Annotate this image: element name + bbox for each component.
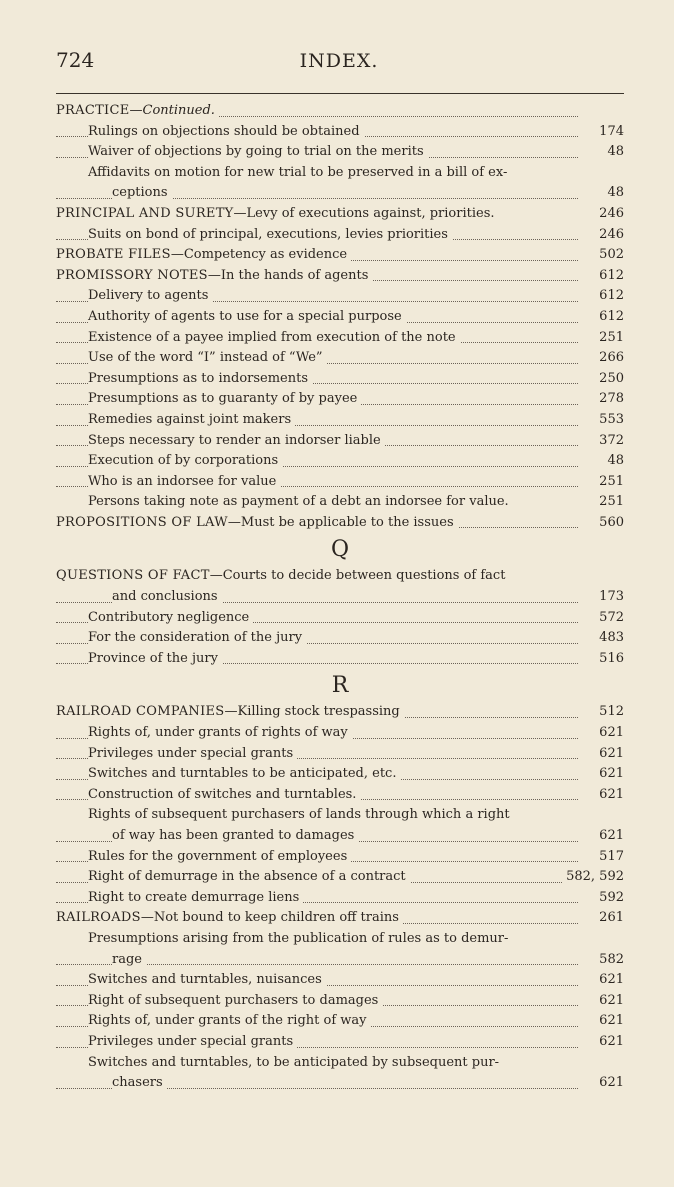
entry-text bbox=[112, 828, 358, 843]
heading-subject: —Levy of executions against, priorities. bbox=[233, 205, 495, 221]
entry-text bbox=[112, 185, 172, 200]
index-entry bbox=[56, 451, 624, 472]
entry-text bbox=[56, 910, 403, 925]
entry-text bbox=[112, 952, 146, 967]
index-entry bbox=[56, 785, 624, 806]
entry-subject: Rules for the government of employees bbox=[88, 848, 348, 864]
page-reference: 173 bbox=[578, 587, 624, 608]
page-reference: 251 bbox=[578, 472, 624, 493]
entry-subject: Existence of a payee implied from execution of the note bbox=[88, 329, 456, 345]
page-reference: 582 bbox=[578, 950, 624, 971]
index-heading bbox=[56, 266, 624, 287]
index-entry bbox=[56, 847, 624, 868]
entry-subject: rage bbox=[112, 951, 142, 967]
entry-text bbox=[88, 972, 326, 987]
page-reference: 250 bbox=[578, 369, 624, 390]
entry-subject: Switches and turntables, to be anticipated by subsequent pur- bbox=[88, 1054, 500, 1070]
entry-text bbox=[88, 725, 352, 740]
entry-text bbox=[56, 568, 509, 583]
index-entry bbox=[56, 929, 624, 950]
entry-text bbox=[88, 849, 351, 864]
entry-text bbox=[88, 1013, 371, 1028]
page-reference: 612 bbox=[578, 266, 624, 287]
entry-text bbox=[88, 993, 382, 1008]
page-reference: 251 bbox=[578, 328, 624, 349]
index-entry bbox=[56, 163, 624, 184]
entry-subject: Rulings on objections should be obtained bbox=[88, 123, 360, 139]
entry-subject: Right of subsequent purchasers to damages bbox=[88, 992, 379, 1008]
entry-text bbox=[88, 288, 212, 303]
entry-subject: Rights of, under grants of rights of way bbox=[88, 725, 348, 741]
entry-text bbox=[112, 589, 222, 604]
index-entry bbox=[56, 307, 624, 328]
entry-subject: Steps necessary to render an indorser liable bbox=[88, 432, 381, 448]
index-entry bbox=[56, 348, 624, 369]
section-letter: R bbox=[331, 673, 349, 699]
page-reference: 48 bbox=[578, 183, 624, 204]
page-reference: 612 bbox=[578, 286, 624, 307]
heading-term: RAILROADS bbox=[56, 910, 141, 926]
entry-subject: Right to create demurrage liens bbox=[88, 889, 300, 905]
page-reference: 502 bbox=[578, 245, 624, 266]
page-reference: 572 bbox=[578, 608, 624, 629]
page-reference: 251 bbox=[578, 492, 624, 513]
entry-text bbox=[88, 165, 511, 180]
entry-subject: Right of demurrage in the absence of a contract bbox=[88, 869, 406, 885]
index-entry bbox=[56, 991, 624, 1012]
index-entry bbox=[56, 867, 624, 888]
page-reference: 621 bbox=[578, 1073, 624, 1094]
entry-text bbox=[88, 746, 297, 761]
entry-subject: Switches and turntables, nuisances bbox=[88, 972, 322, 988]
index-heading bbox=[56, 908, 624, 929]
running-title: INDEX. bbox=[299, 50, 379, 72]
entry-text bbox=[88, 931, 512, 946]
entry-text bbox=[56, 247, 351, 262]
entry-subject: Who is an indorsee for value bbox=[88, 473, 277, 489]
entry-text bbox=[88, 144, 428, 159]
index-heading bbox=[56, 566, 624, 587]
page-reference: 621 bbox=[578, 723, 624, 744]
page-reference: 246 bbox=[578, 225, 624, 246]
entry-subject: Rights of, under grants of the right of way bbox=[88, 1013, 367, 1029]
entry-text bbox=[88, 433, 385, 448]
entry-subject: Privileges under special grants bbox=[88, 1033, 294, 1049]
index-entry bbox=[56, 286, 624, 307]
entry-subject: and conclusions bbox=[112, 589, 218, 605]
page-reference: 560 bbox=[578, 513, 624, 534]
entry-text bbox=[88, 807, 514, 822]
continued-note: —Continued. bbox=[129, 103, 215, 118]
entry-subject: Switches and turntables to be anticipated, etc. bbox=[88, 766, 397, 782]
heading-subject: —Competency as evidence bbox=[170, 247, 348, 263]
entry-text bbox=[88, 1034, 297, 1049]
entry-subject: Suits on bond of principal, executions, levies priorities bbox=[88, 226, 448, 242]
entry-subject: Affidavits on motion for new trial to be preserved in a bill of ex- bbox=[88, 164, 508, 180]
index-entry bbox=[56, 389, 624, 410]
index-entry bbox=[56, 723, 624, 744]
index-entry bbox=[56, 628, 624, 649]
index-entry bbox=[56, 1053, 624, 1074]
entry-text bbox=[88, 412, 295, 427]
page-reference: 278 bbox=[578, 389, 624, 410]
index-heading bbox=[56, 204, 624, 225]
page-reference: 582, 592 bbox=[562, 867, 624, 888]
index-entry bbox=[56, 1011, 624, 1032]
heading-subject: —Killing stock trespassing bbox=[224, 704, 400, 720]
entry-text bbox=[112, 1075, 167, 1090]
entry-text bbox=[88, 391, 361, 406]
section-letter: Q bbox=[330, 537, 350, 563]
index-entry bbox=[56, 431, 624, 452]
page-reference: 612 bbox=[578, 307, 624, 328]
entry-text bbox=[88, 630, 306, 645]
entry-text bbox=[88, 651, 222, 666]
entry-subject: Rights of subsequent purchasers of lands through which a right bbox=[88, 807, 510, 823]
entry-text bbox=[56, 268, 372, 283]
page-reference: 517 bbox=[578, 847, 624, 868]
page-reference: 553 bbox=[578, 410, 624, 431]
entry-subject: Province of the jury bbox=[88, 650, 218, 666]
entry-text bbox=[88, 124, 364, 139]
page-reference: 621 bbox=[578, 744, 624, 765]
index-entry bbox=[56, 183, 624, 204]
entry-subject: Persons taking note as payment of a debt an indorsee for value. bbox=[88, 494, 509, 510]
entry-text bbox=[88, 869, 410, 884]
entry-text bbox=[88, 309, 406, 324]
entry-subject: Authority of agents to use for a special purpose bbox=[88, 308, 402, 324]
index-heading bbox=[56, 101, 624, 122]
page-header bbox=[56, 48, 622, 78]
entry-subject: Construction of switches and turntables. bbox=[88, 786, 357, 802]
entry-text bbox=[88, 227, 452, 242]
entry-text bbox=[56, 206, 499, 221]
entry-subject: For the consideration of the jury bbox=[88, 630, 303, 646]
heading-subject: —Must be applicable to the issues bbox=[227, 514, 454, 530]
index-heading bbox=[56, 245, 624, 266]
entry-subject: Waiver of objections by going to trial on the merits bbox=[88, 144, 424, 160]
index-entry bbox=[56, 472, 624, 493]
page-reference: 512 bbox=[578, 702, 624, 723]
index-entry bbox=[56, 888, 624, 909]
page-reference: 483 bbox=[578, 628, 624, 649]
heading-term: PROMISSORY NOTES bbox=[56, 267, 208, 283]
index-entry bbox=[56, 826, 624, 847]
entry-subject: Presumptions as to indorsements bbox=[88, 370, 309, 386]
entry-subject: Execution of by corporations bbox=[88, 453, 279, 469]
entry-subject: Presumptions as to guaranty of by payee bbox=[88, 391, 358, 407]
entry-text bbox=[88, 494, 513, 509]
index-entry bbox=[56, 970, 624, 991]
entry-text bbox=[88, 610, 253, 625]
index-entry bbox=[56, 410, 624, 431]
entry-text bbox=[88, 330, 460, 345]
entry-text bbox=[88, 766, 400, 781]
page-reference: 246 bbox=[578, 204, 624, 225]
page-reference: 516 bbox=[578, 649, 624, 670]
index-entry bbox=[56, 950, 624, 971]
index-entry bbox=[56, 122, 624, 143]
index-entry bbox=[56, 369, 624, 390]
entry-subject: Delivery to agents bbox=[88, 288, 209, 304]
entry-text bbox=[88, 474, 280, 489]
entry-text bbox=[56, 515, 458, 530]
heading-subject: —Not bound to keep children off trains bbox=[140, 910, 399, 926]
index-heading bbox=[56, 513, 624, 534]
index-entry bbox=[56, 608, 624, 629]
entry-subject: Presumptions arising from the publication of rules as to demur- bbox=[88, 930, 509, 946]
index-entry bbox=[56, 328, 624, 349]
index-heading bbox=[56, 702, 624, 723]
index-entry bbox=[56, 744, 624, 765]
entry-text bbox=[56, 704, 404, 719]
page-reference: 174 bbox=[578, 122, 624, 143]
entry-text bbox=[88, 371, 312, 386]
header-rule bbox=[56, 93, 624, 94]
entry-text bbox=[88, 350, 327, 365]
index-entry bbox=[56, 1073, 624, 1094]
heading-subject: —Courts to decide between questions of fact bbox=[209, 568, 506, 584]
heading-term: QUESTIONS OF FACT bbox=[56, 568, 210, 584]
heading-term: PROBATE FILES bbox=[56, 247, 171, 263]
entry-subject: Privileges under special grants bbox=[88, 745, 294, 761]
heading-subject: —In the hands of agents bbox=[207, 267, 369, 283]
index-entry bbox=[56, 764, 624, 785]
page-reference: 621 bbox=[578, 1032, 624, 1053]
entry-subject: Remedies against joint makers bbox=[88, 411, 292, 427]
page-reference: 621 bbox=[578, 826, 624, 847]
page-reference: 621 bbox=[578, 970, 624, 991]
page-reference: 48 bbox=[578, 451, 624, 472]
entry-text bbox=[56, 103, 219, 118]
page-reference: 48 bbox=[578, 142, 624, 163]
page-reference: 621 bbox=[578, 785, 624, 806]
heading-term: PRINCIPAL AND SURETY bbox=[56, 205, 234, 221]
page-number: 724 bbox=[56, 48, 95, 72]
index-entry bbox=[56, 649, 624, 670]
entry-text bbox=[88, 1055, 503, 1070]
entry-subject: Contributory negligence bbox=[88, 609, 250, 625]
entry-text bbox=[88, 787, 360, 802]
index-entry bbox=[56, 225, 624, 246]
index-entry bbox=[56, 142, 624, 163]
heading-term: RAILROAD COMPANIES bbox=[56, 704, 225, 720]
page-reference: 621 bbox=[578, 1011, 624, 1032]
page-reference: 266 bbox=[578, 348, 624, 369]
page-reference: 621 bbox=[578, 991, 624, 1012]
heading-term: PROPOSITIONS OF LAW bbox=[56, 514, 228, 530]
index-entry bbox=[56, 1032, 624, 1053]
page-reference: 621 bbox=[578, 764, 624, 785]
index-body bbox=[56, 101, 624, 1094]
page-reference: 592 bbox=[578, 888, 624, 909]
index-entry bbox=[56, 805, 624, 826]
entry-text bbox=[88, 453, 282, 468]
page-reference: 372 bbox=[578, 431, 624, 452]
entry-subject: ceptions bbox=[112, 185, 168, 201]
index-entry bbox=[56, 492, 624, 513]
entry-text bbox=[88, 890, 303, 905]
page-reference: 261 bbox=[578, 908, 624, 929]
heading-term: PRACTICE bbox=[56, 103, 130, 118]
entry-subject: Use of the word “I” instead of “We” bbox=[88, 350, 323, 366]
entry-subject: chasers bbox=[112, 1075, 163, 1091]
index-entry bbox=[56, 587, 624, 608]
entry-subject: of way has been granted to damages bbox=[112, 828, 355, 843]
